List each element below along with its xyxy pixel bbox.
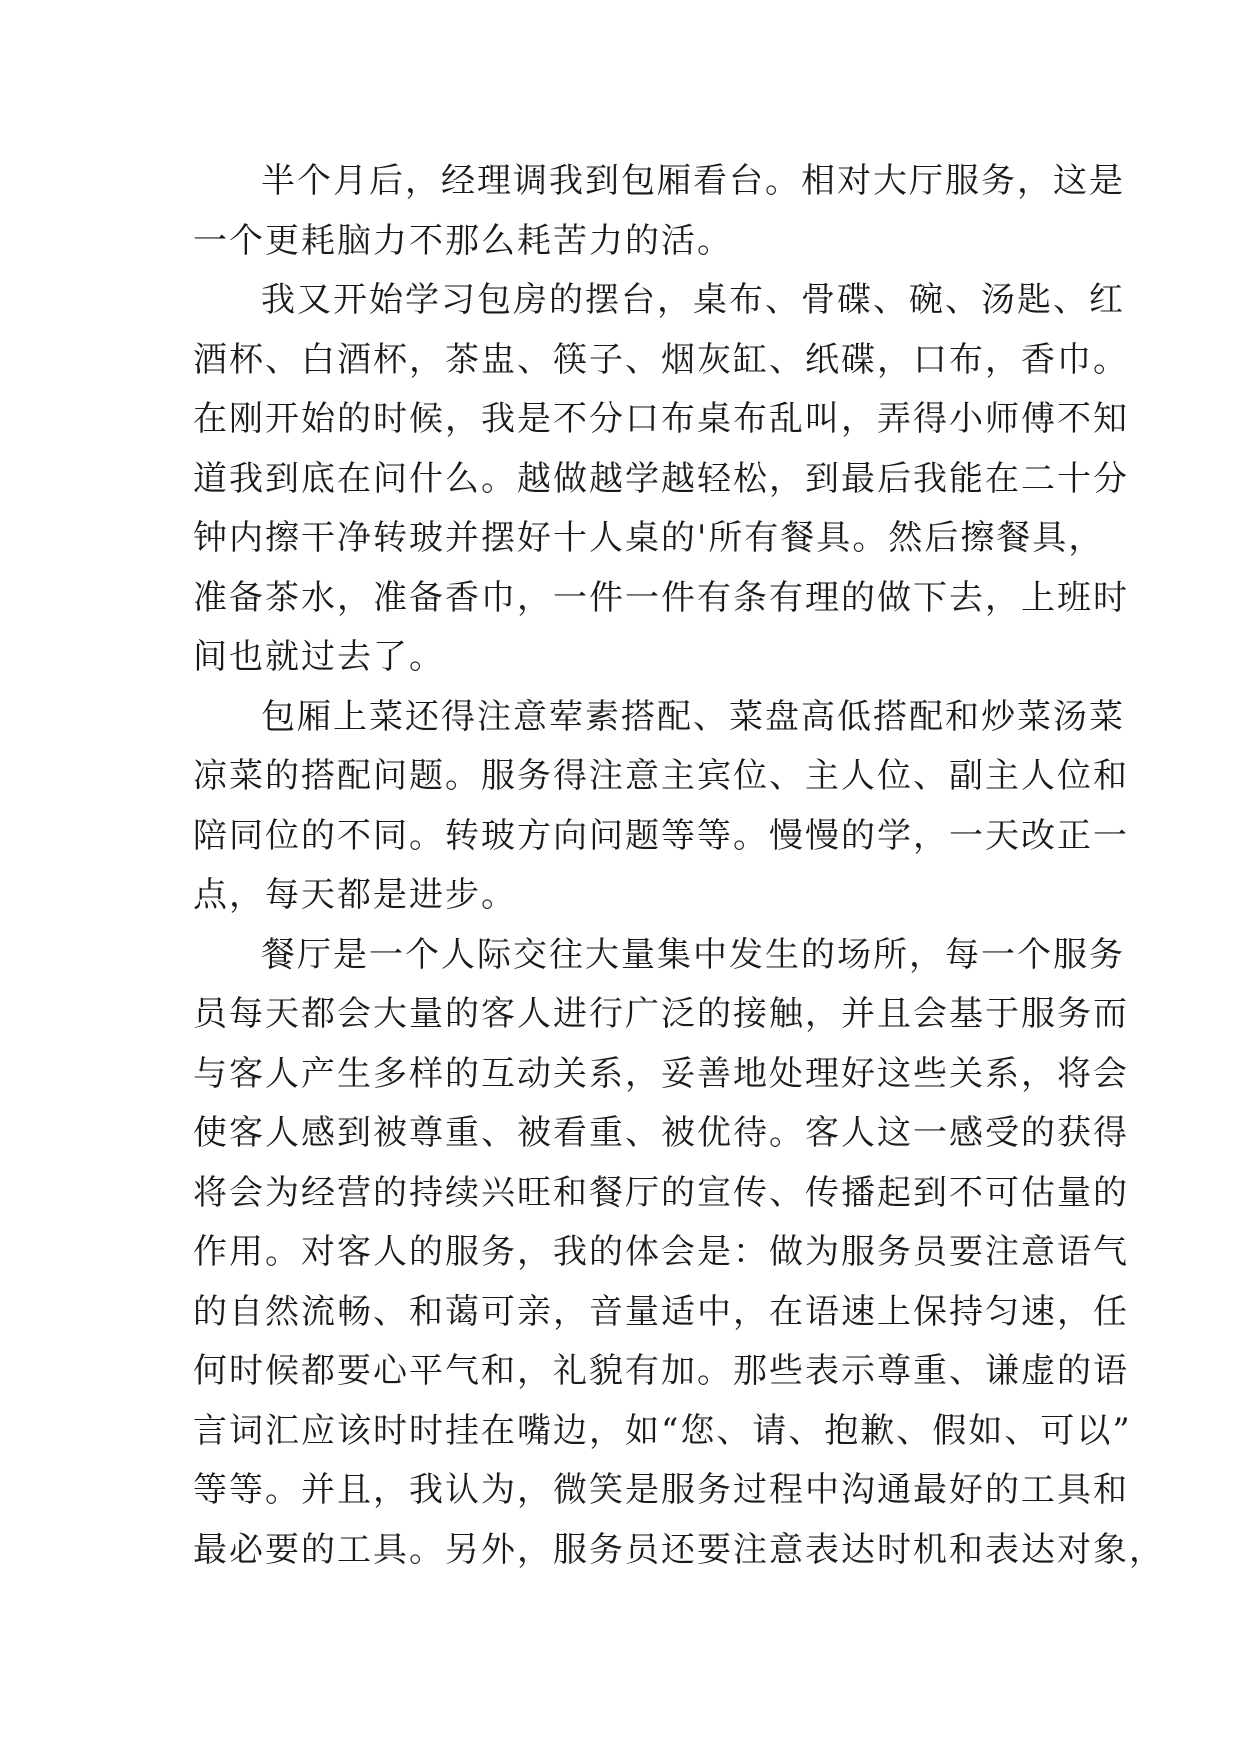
paragraph (193, 152, 1125, 271)
document-body (193, 152, 1165, 1580)
text-line: 酒杯、白酒杯，茶盅、筷子、烟灰缸、纸碟，口布，香巾。 (193, 339, 1129, 380)
text-line: 我又开始学习包房的摆台，桌布、骨碟、碗、汤匙、红 (261, 280, 1125, 320)
text-line: 作用。对客人的服务，我的体会是：做为服务员要注意语气 (193, 1232, 1129, 1272)
paragraph (193, 271, 1129, 688)
paragraph (193, 926, 1165, 1581)
text-line: 言词汇应该时时挂在嘴边，如“您、请、抱歉、假如、可以” (193, 1410, 1132, 1451)
text-line: 在刚开始的时候，我是不分口布桌布乱叫，弄得小师傅不知 (193, 399, 1129, 439)
text-line: 一个更耗脑力不那么耗苦力的活。 (193, 220, 733, 261)
paragraph (193, 688, 1129, 926)
text-line: 点，每天都是进步。 (193, 875, 517, 915)
text-line: 道我到底在问什么。越做越学越轻松，到最后我能在二十分 (193, 458, 1129, 499)
text-line: 间也就过去了。 (193, 637, 445, 677)
text-line: 将会为经营的持续兴旺和餐厅的宣传、传播起到不可估量的 (193, 1172, 1129, 1213)
text-line: 半个月后，经理调我到包厢看台。相对大厅服务，这是 (261, 161, 1125, 201)
text-line: 使客人感到被尊重、被看重、被优待。客人这一感受的获得 (193, 1113, 1129, 1153)
text-line: 钟内擦干净转玻并摆好十人桌的'所有餐具。然后擦餐具， (193, 518, 1105, 558)
text-line: 员每天都会大量的客人进行广泛的接触，并且会基于服务而 (193, 994, 1129, 1034)
text-line: 最必要的工具。另外，服务员还要注意表达时机和表达对象， (193, 1529, 1165, 1570)
text-line: 凉菜的搭配问题。服务得注意主宾位、主人位、副主人位和 (193, 756, 1129, 796)
text-line: 餐厅是一个人际交往大量集中发生的场所，每一个服务 (261, 934, 1125, 975)
text-line: 的自然流畅、和蔼可亲，音量适中，在语速上保持匀速，任 (193, 1291, 1129, 1332)
text-line: 等等。并且，我认为，微笑是服务过程中沟通最好的工具和 (193, 1470, 1129, 1510)
text-line: 准备茶水，准备香巾，一件一件有条有理的做下去，上班时 (193, 577, 1129, 618)
text-line: 何时候都要心平气和，礼貌有加。那些表示尊重、谦虚的语 (193, 1351, 1129, 1391)
text-line: 包厢上菜还得注意荤素搭配、菜盘高低搭配和炒菜汤菜 (261, 696, 1125, 737)
text-line: 陪同位的不同。转玻方向问题等等。慢慢的学，一天改正一 (193, 815, 1129, 856)
text-line: 与客人产生多样的互动关系，妥善地处理好这些关系，将会 (193, 1053, 1129, 1094)
